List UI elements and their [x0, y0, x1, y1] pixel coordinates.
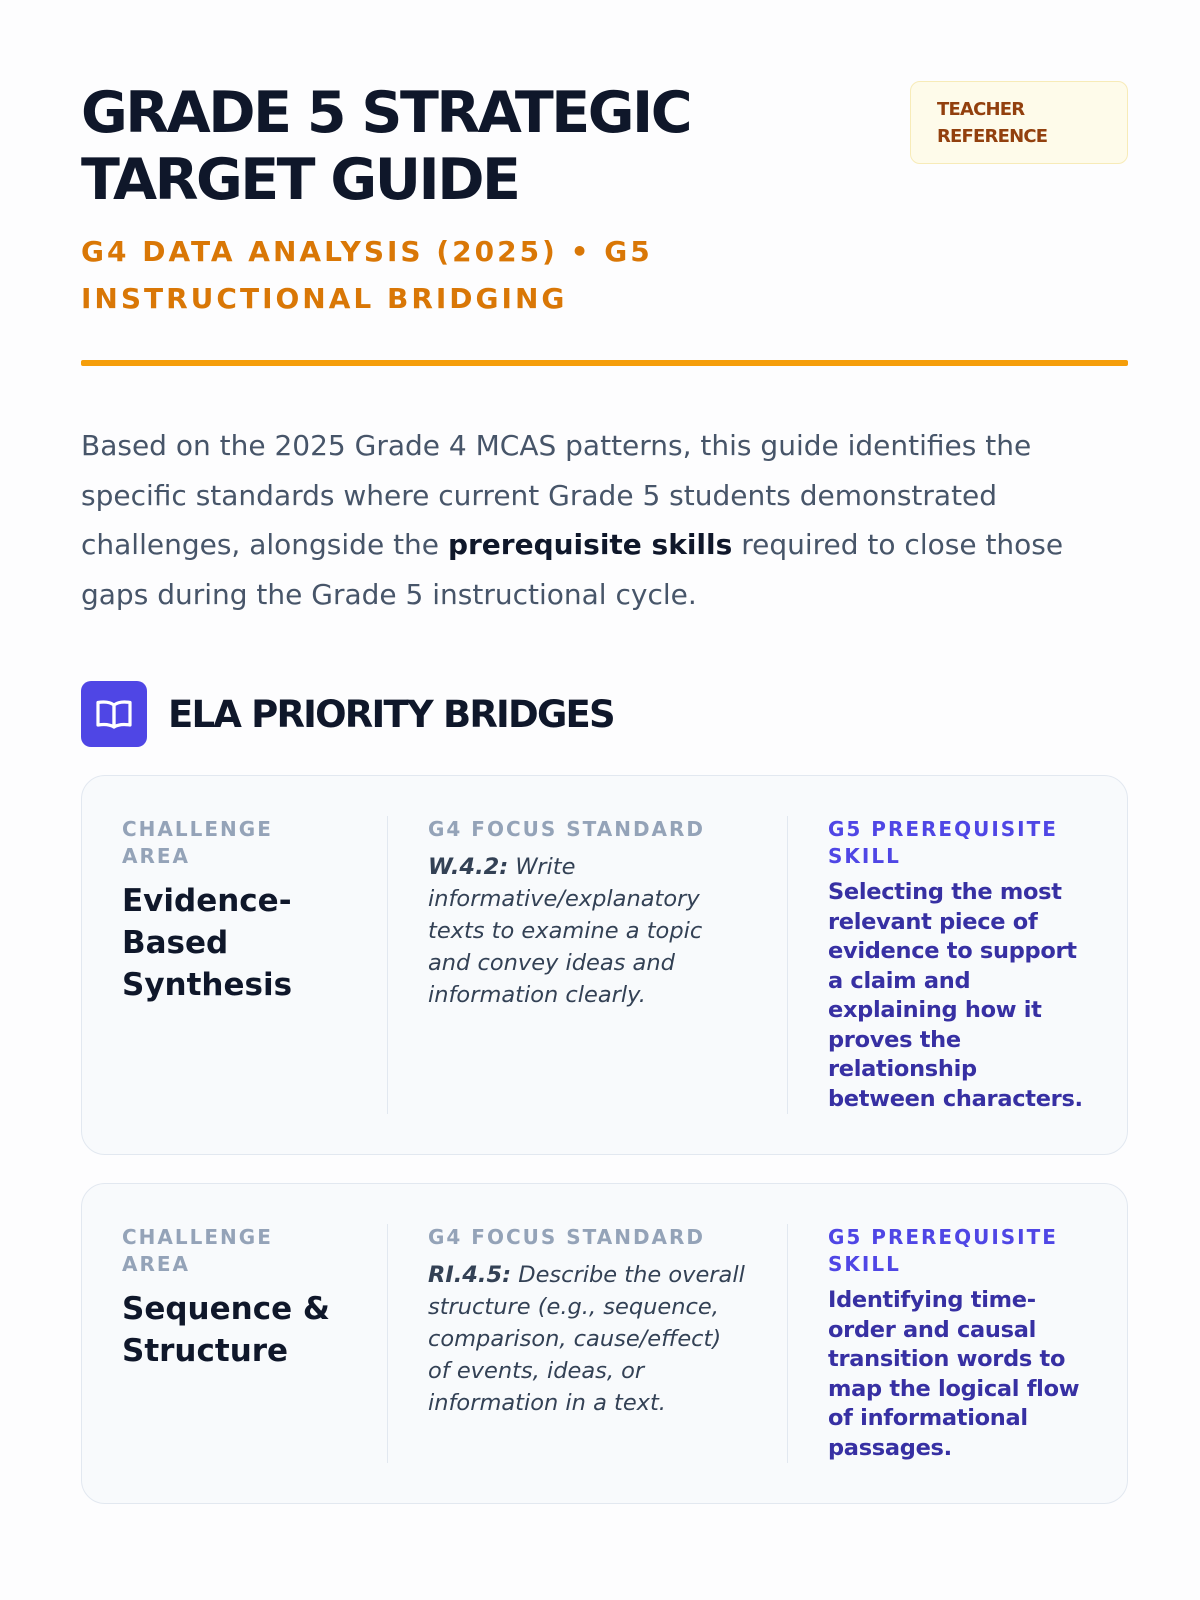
focus-column — [387, 1224, 787, 1463]
teacher-reference-badge: TEACHER REFERENCE — [910, 81, 1128, 164]
challenge-area: Sequence & Structure — [122, 1291, 330, 1369]
intro-emphasis: prerequisite skills — [447, 528, 733, 561]
focus-column — [387, 816, 787, 1114]
bridge-card — [81, 775, 1128, 1155]
challenge-column — [82, 816, 387, 1114]
challenge-area: Evidence-Based Synthesis — [122, 883, 293, 1003]
intro-text-after: required to close those gaps during the Grade 5 instructional cycle. — [81, 528, 1064, 611]
section-heading — [81, 681, 1128, 747]
prereq-skill: Identifying time-order and causal transition words to map the logical flow of informational passages. — [828, 1287, 1080, 1461]
page-title: GRADE 5 STRATEGIC TARGET GUIDE — [81, 80, 691, 213]
standard-text: Describe the overall structure (e.g., sequence, comparison, cause/effect) of events, ideas, or information in a text. — [428, 1262, 745, 1416]
challenge-label: CHALLENGE AREA — [122, 817, 273, 868]
standard-text: Write informative/explanatory texts to examine a topic and convey ideas and information clearly. — [428, 854, 703, 1008]
intro-paragraph — [81, 421, 1081, 619]
prereq-column — [787, 816, 1127, 1114]
header-divider — [81, 360, 1128, 366]
guide-page — [81, 80, 1128, 1504]
intro-text-before: Based on the 2025 Grade 4 MCAS patterns, this guide identifies the specific standards where current Grade 5 students demonstrated challenges, alongside the — [81, 429, 1032, 561]
prereq-label: G5 PREREQUISITE SKILL — [828, 1225, 1058, 1276]
standard-code: RI.4.5: — [428, 1262, 512, 1288]
bridge-card — [81, 1183, 1128, 1504]
prereq-label: G5 PREREQUISITE SKILL — [828, 817, 1058, 868]
open-book-icon — [81, 681, 147, 747]
page-subtitle: G4 DATA ANALYSIS (2025) • G5 INSTRUCTIONAL BRIDGING — [81, 235, 653, 315]
focus-label: G4 FOCUS STANDARD — [428, 1225, 706, 1249]
standard-code: W.4.2: — [428, 854, 509, 880]
challenge-label: CHALLENGE AREA — [122, 1225, 273, 1276]
section-title: ELA PRIORITY BRIDGES — [168, 692, 614, 736]
prereq-skill: Selecting the most relevant piece of evidence to support a claim and explaining how it proves the relationship between characters. — [828, 879, 1083, 1112]
focus-label: G4 FOCUS STANDARD — [428, 817, 706, 841]
focus-standard — [428, 1259, 747, 1419]
title-block — [81, 80, 701, 322]
focus-standard — [428, 851, 747, 1011]
prereq-column — [787, 1224, 1127, 1463]
header — [81, 80, 1128, 360]
challenge-column — [82, 1224, 387, 1463]
